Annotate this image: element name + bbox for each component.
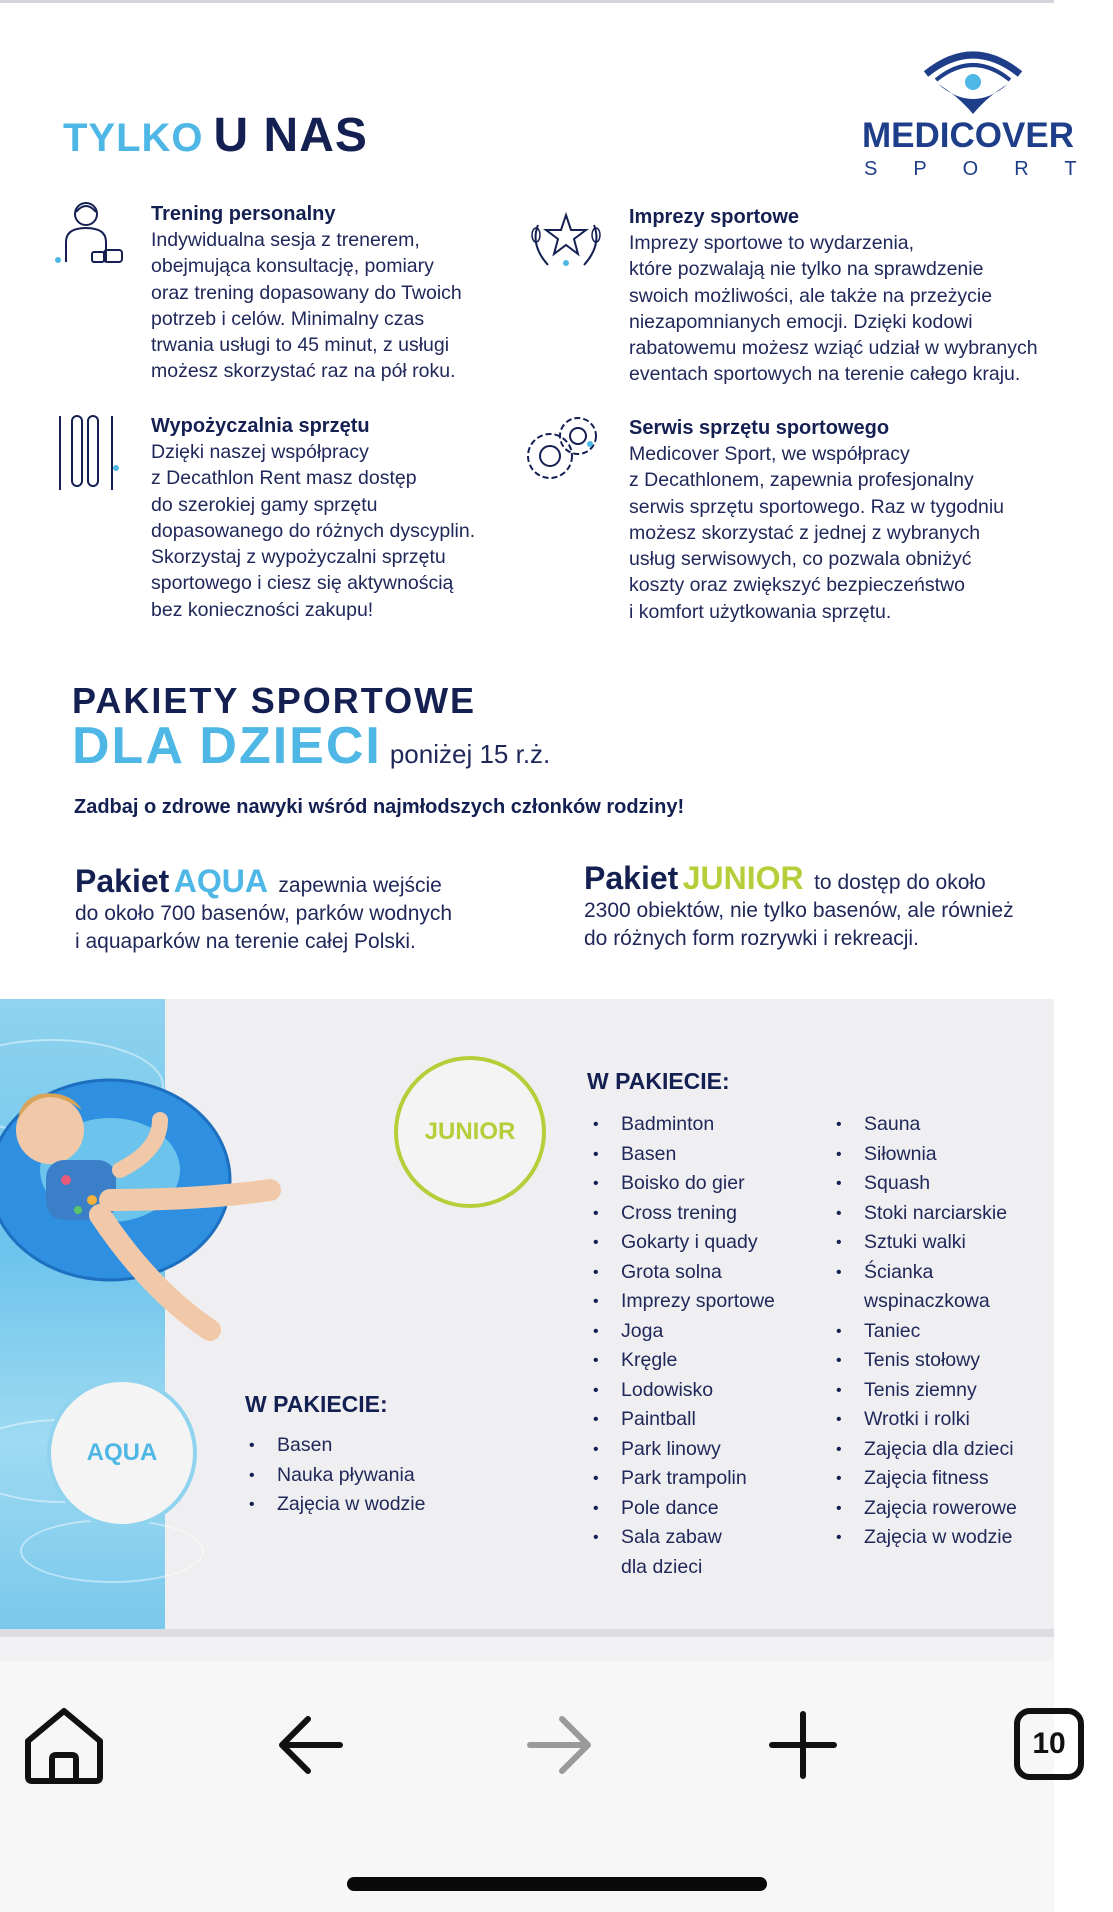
list-item: • Pole dance bbox=[589, 1494, 775, 1524]
personal-trainer-icon bbox=[52, 198, 132, 278]
package-line: 2300 obiektów, nie tylko basenów, ale również bbox=[584, 899, 1014, 922]
package-line: do około 700 basenów, parków wodnych bbox=[75, 902, 453, 925]
package-word: Pakiet bbox=[584, 860, 679, 896]
feature-line: Imprezy sportowe to wydarzenia, bbox=[629, 232, 915, 254]
list-item: • Sztuki walki bbox=[832, 1228, 1017, 1258]
package-name-aqua: AQUA bbox=[173, 863, 268, 899]
panel-bottom-shade bbox=[0, 1637, 1054, 1661]
list-item: • Park trampolin bbox=[589, 1464, 775, 1494]
list-item: • Squash bbox=[832, 1169, 1017, 1199]
heading-u-nas: U NAS bbox=[213, 109, 368, 162]
feature-line: koszty oraz zwiększyć bezpieczeństwo bbox=[629, 574, 965, 597]
package-junior-description bbox=[584, 860, 1014, 953]
package-name-junior: JUNIOR bbox=[682, 860, 804, 896]
home-icon[interactable] bbox=[22, 1705, 106, 1785]
list-item: • Park linowy bbox=[589, 1435, 775, 1465]
ski-rental-icon bbox=[50, 412, 130, 494]
junior-package-badge: JUNIOR bbox=[394, 1056, 546, 1208]
list-item: • Zajęcia rowerowe bbox=[832, 1494, 1017, 1524]
feature-line: trwania usługi to 45 minut, z usługi bbox=[151, 334, 450, 357]
package-line: do różnych form rozrywki i rekreacji. bbox=[584, 927, 919, 950]
tabs-count-icon[interactable] bbox=[1014, 1708, 1084, 1780]
logo-sport-text: SPORT bbox=[864, 158, 1113, 180]
feature-line: usług serwisowych, co pozwala obniżyć bbox=[629, 548, 972, 571]
home-indicator[interactable] bbox=[347, 1877, 767, 1891]
feature-title: Trening personalny bbox=[151, 203, 336, 225]
feature-line: z Decathlonem, zapewnia profesjonalny bbox=[629, 469, 974, 492]
package-line: i aquaparków na terenie całej Polski. bbox=[75, 930, 416, 953]
package-aqua-description bbox=[75, 863, 452, 956]
list-item: • Ścianka wspinaczkowa bbox=[832, 1258, 1017, 1317]
browser-bottom-toolbar bbox=[0, 1661, 1054, 1912]
forward-arrow-icon[interactable] bbox=[526, 1713, 592, 1777]
feature-line: rabatowemu możesz wziąć udział w wybranych bbox=[629, 337, 1038, 360]
aqua-package-badge: AQUA bbox=[47, 1378, 197, 1528]
feature-line: bez konieczności zakupu! bbox=[151, 598, 374, 621]
medicover-sport-logo bbox=[862, 44, 1113, 184]
junior-list-column-2 bbox=[832, 1110, 1017, 1553]
list-item: • Taniec bbox=[832, 1317, 1017, 1347]
back-arrow-icon[interactable] bbox=[278, 1713, 344, 1777]
feature-title: Wypożyczalnia sprzętu bbox=[151, 415, 370, 437]
child-swim-ring-image bbox=[0, 1050, 320, 1360]
heading-tylko: TYLKO bbox=[63, 116, 204, 160]
package-first-line: to dostęp do około bbox=[814, 871, 986, 894]
list-item: • Stoki narciarskie bbox=[832, 1199, 1017, 1229]
list-item: • Gokarty i quady bbox=[589, 1228, 775, 1258]
list-item: • Nauka pływania bbox=[245, 1461, 425, 1491]
list-item: • Tenis ziemny bbox=[832, 1376, 1017, 1406]
new-tab-plus-icon[interactable] bbox=[768, 1710, 838, 1780]
package-word: Pakiet bbox=[75, 863, 170, 899]
feature-line: Skorzystaj z wypożyczalni sprzętu bbox=[151, 546, 446, 569]
feature-line: które pozwalają nie tylko na sprawdzenie bbox=[629, 258, 984, 281]
tabs-count-label: 10 bbox=[1032, 1727, 1066, 1760]
feature-line: możesz skorzystać raz na pół roku. bbox=[151, 360, 456, 383]
feature-line: swoich możliwości, ale także na przeżycie bbox=[629, 284, 993, 307]
list-item: • Kręgle bbox=[589, 1346, 775, 1376]
list-item: • Basen bbox=[245, 1431, 425, 1461]
package-first-line: zapewnia wejście bbox=[278, 874, 442, 897]
list-item: • Sala zabaw dla dzieci bbox=[589, 1523, 775, 1582]
feature-line: niezapomnianych emocji. Dzięki kodowi bbox=[629, 310, 973, 333]
feature-personal-training bbox=[151, 201, 551, 385]
list-item: • Zajęcia w wodzie bbox=[832, 1523, 1017, 1553]
list-item: • Zajęcia dla dzieci bbox=[832, 1435, 1017, 1465]
feature-title: Serwis sprzętu sportowego bbox=[629, 417, 890, 439]
feature-line: eventach sportowych na terenie całego kraju. bbox=[629, 363, 1021, 386]
logo-figure-icon bbox=[918, 44, 1028, 114]
aqua-list bbox=[245, 1431, 425, 1520]
list-item: • Zajęcia fitness bbox=[832, 1464, 1017, 1494]
feature-line: oraz trening dopasowany do Twoich bbox=[151, 281, 462, 304]
feature-equipment-rental bbox=[151, 413, 551, 623]
feature-line: Medicover Sport, we współpracy bbox=[629, 443, 910, 465]
feature-line: z Decathlon Rent masz dostęp bbox=[151, 467, 417, 490]
feature-line: obejmująca konsultację, pomiary bbox=[151, 255, 434, 278]
feature-equipment-service bbox=[629, 415, 1029, 625]
list-item: • Basen bbox=[589, 1140, 775, 1170]
feature-line: Indywidualna sesja z trenerem, bbox=[151, 229, 420, 251]
packages-subtitle-main: DLA DZIECI bbox=[72, 717, 382, 775]
list-item: • Imprezy sportowe bbox=[589, 1287, 775, 1317]
aqua-list-heading: W PAKIECIE: bbox=[245, 1391, 388, 1417]
feature-line: serwis sprzętu sportowego. Raz w tygodniu bbox=[629, 495, 1005, 518]
list-item: • Siłownia bbox=[832, 1140, 1017, 1170]
packages-tagline: Zadbaj o zdrowe nawyki wśród najmłodszych członków rodziny! bbox=[74, 796, 685, 818]
list-item: • Grota solna bbox=[589, 1258, 775, 1288]
feature-sport-events bbox=[629, 204, 1038, 388]
panel-bottom-border bbox=[0, 1629, 1054, 1637]
feature-line: możesz skorzystać z jednej z wybranych bbox=[629, 521, 981, 544]
logo-brand-text: MEDICOVER bbox=[862, 116, 1074, 155]
feature-line: dopasowanego do różnych dyscyplin. bbox=[151, 519, 476, 542]
packages-title: PAKIETY SPORTOWE bbox=[72, 680, 477, 721]
feature-line: Dzięki naszej współpracy bbox=[151, 441, 369, 463]
junior-list-column-1 bbox=[589, 1110, 775, 1582]
feature-line: sportowego i ciesz się aktywnością bbox=[151, 572, 454, 595]
feature-line: potrzeb i celów. Minimalny czas bbox=[151, 307, 425, 330]
feature-title: Imprezy sportowe bbox=[629, 206, 800, 228]
list-item: • Lodowisko bbox=[589, 1376, 775, 1406]
section-heading bbox=[63, 108, 368, 163]
feature-line: do szerokiej gamy sprzętu bbox=[151, 493, 378, 516]
list-item: • Joga bbox=[589, 1317, 775, 1347]
packages-subtitle bbox=[72, 716, 550, 776]
feature-line: i komfort użytkowania sprzętu. bbox=[629, 600, 892, 623]
packages-age-note: poniżej 15 r.ż. bbox=[389, 739, 551, 769]
list-item: • Boisko do gier bbox=[589, 1169, 775, 1199]
list-item: • Zajęcia w wodzie bbox=[245, 1490, 425, 1520]
list-item: • Paintball bbox=[589, 1405, 775, 1435]
list-item: • Tenis stołowy bbox=[832, 1346, 1017, 1376]
list-item: • Badminton bbox=[589, 1110, 775, 1140]
list-item: • Wrotki i rolki bbox=[832, 1405, 1017, 1435]
junior-list-heading: W PAKIECIE: bbox=[587, 1068, 730, 1094]
top-border bbox=[0, 0, 1054, 3]
list-item: • Cross trening bbox=[589, 1199, 775, 1229]
list-item: • Sauna bbox=[832, 1110, 1017, 1140]
